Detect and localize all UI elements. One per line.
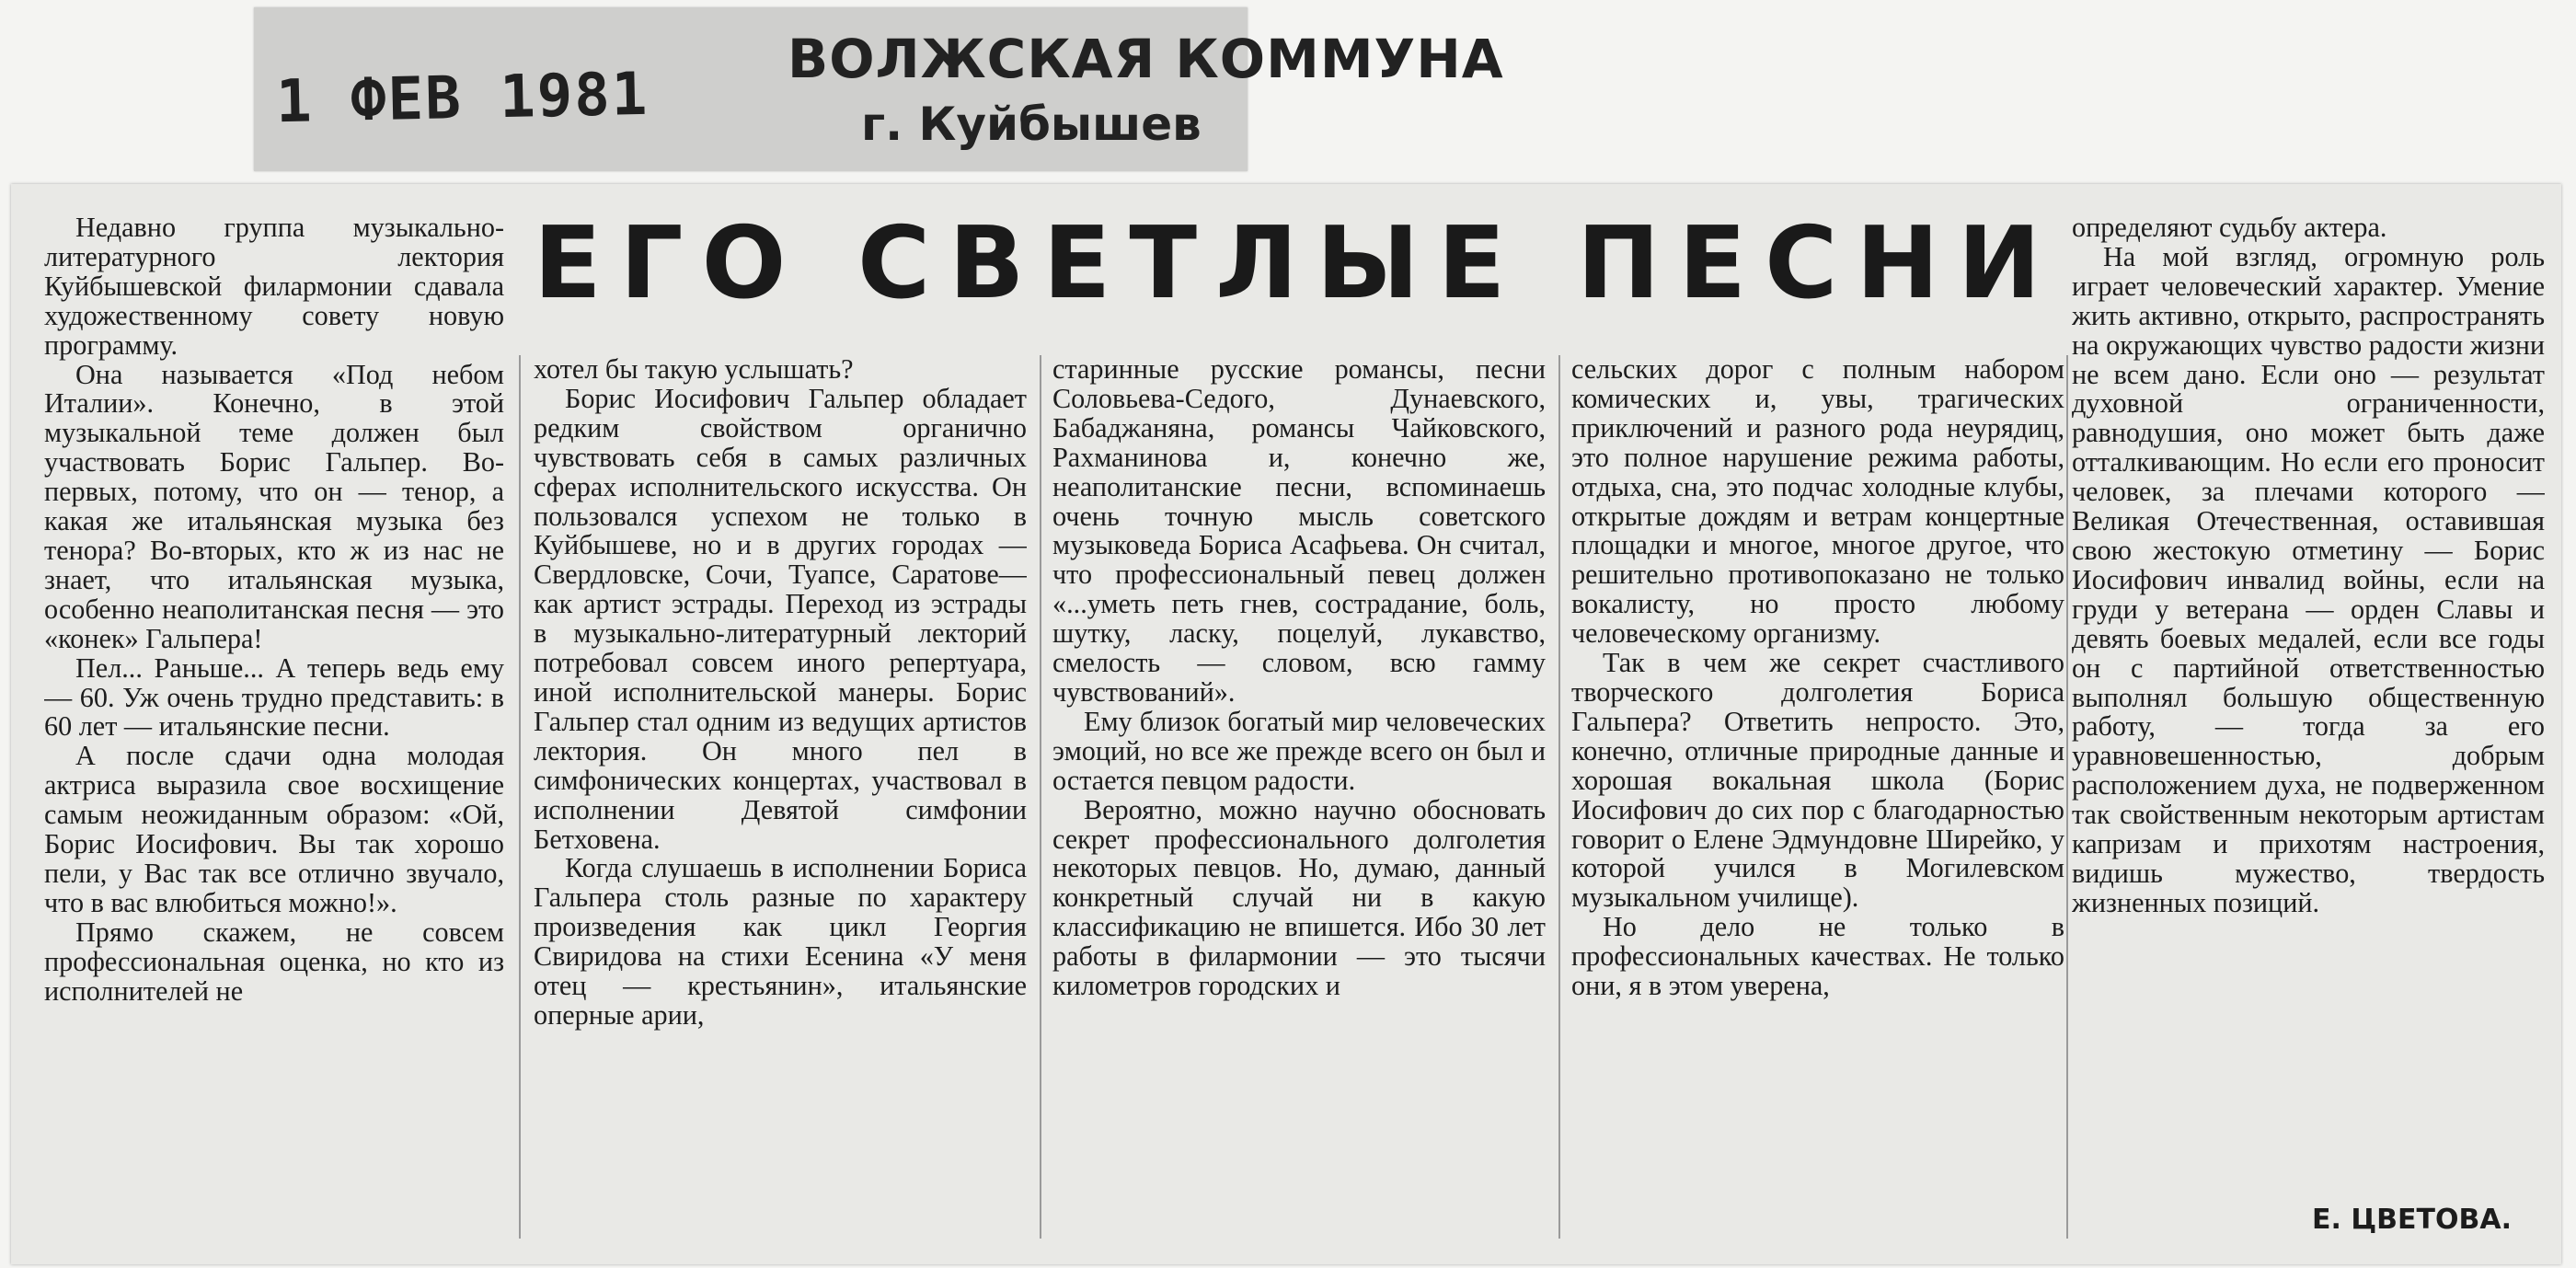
paragraph: Когда слушаешь в исполнении Бориса Гальпера столь разные по характеру произведения как цикл Георгия Свиридова на стихи Есенина «У меня отец — крестьянин», итальянские оперные арии, [534, 852, 1027, 1031]
paragraph: определяют судьбу актера. [2072, 213, 2387, 243]
article-column-5 [2072, 213, 2545, 1207]
paragraph: А после сдачи одна молодая актриса выразила свое восхищение самым неожиданным образом: «Ой, Борис Иосифович. Вы так хорошо пели, у Вас так все отлично звучало, что в вас влюбиться можно!». [44, 740, 504, 918]
author-signature: Е. ЦВЕТОВА. [2312, 1204, 2512, 1236]
stamp-date: 1 ФЕВ 1981 [275, 60, 650, 137]
paragraph: На мой взгляд, огромную роль играет человеческий характер. Умение жить активно, открыто, распространять на окружающих чувство радости жизни не всем дано. Если оно — результат духовной ограниченности, равнодушия, оно может быть даже отталкивающим. Но если его проносит человек, за плечами которого — Великая Отечественная, оставившая свою жестокую отметину — Борис Иосифович инвалид войны, если на груди у ветерана — орден Славы и девять боевых медалей, если все годы он с партийной ответственностью выполнял большую общественную работу, — тогда за его уравновешенностью, добрым расположением духа, не подверженном так свойственным некоторым артистам капризам и прихотям настроения, видишь мужество, твердость жизненных позиций. [2072, 240, 2545, 918]
article-headline: ЕГО СВЕТЛЫЕ ПЕСНИ [534, 206, 2060, 321]
paragraph: старинные русские романсы, песни Соловьева-Седого, Дунаевского, Бабаджаняна, романсы Чайковского, Рахманинова и, конечно же, неаполитанские песни, вспоминаешь очень точную мысль советского музыковеда Бориса Асафьева. Он считал, что профессиональный певец должен «...уметь петь гнев, сострадание, боль, шутку, ласку, поцелуй, лукавство, смелость — словом, всю гамму чувствований». [1052, 355, 1546, 708]
article-column-3 [1052, 355, 1546, 1253]
paragraph: Она называется «Под небом Италии». Конечно, в этой музыкальной теме должен был участвовать Борис Гальпер. Во-первых, потому, что он — тенор, а какая же итальянская музыка без тенора? Во-вторых, кто ж из нас не знает, что итальянская музыка, особенно неаполитанская песня — это «конек» Гальпера! [44, 358, 504, 654]
paragraph: Борис Иосифович Гальпер обладает редким свойством органично чувствовать себя в самых различных сферах исполнительского искусства. Он пользовался успехом не только в Куйбышеве, но и в других городах — Свердловске, Сочи, Туапсе, Саратове—как артист эстрады. Переход из эстрады в музыкально-литературный лекторий потребовал совсем иного репертуара, иной исполнительской манеры. Борис Гальпер стал одним из ведущих артистов лектория. Он много пел в симфонических концертах, участвовал в исполнении Девятой симфонии Бетховена. [534, 382, 1027, 855]
paragraph: Недавно группа музыкально-литературного лектория Куйбышевской филармонии сдавала художественному совету новую программу. [44, 213, 504, 361]
column-rule [1558, 355, 1560, 1239]
paragraph: Но дело не только в профессиональных качествах. Не только они, я в этом уверена, [1571, 911, 2064, 1002]
archive-stamp [254, 7, 1504, 171]
column-rule [519, 355, 521, 1239]
paragraph: Пел... Раньше... А теперь ведь ему — 60. Уж очень трудно представить: в 60 лет — итальянские песни. [44, 651, 504, 743]
stamp-city: г. Куйбышев [861, 98, 1202, 151]
article-column-4 [1571, 355, 2064, 1253]
paragraph: хотел бы такую услышать? [534, 355, 854, 385]
article-column-1 [44, 213, 504, 1253]
paragraph: Так в чем же секрет счастливого творческого долголетия Бориса Гальпера? Ответить непросто. Это, конечно, отличные природные данные и хорошая вокальная школа (Борис Иосифович до сих пор с благодарностью говорит о Елене Эдмундовне Ширейко, у которой учился в Могилевском музыкальном училище). [1571, 647, 2064, 914]
column-rule [2066, 355, 2068, 1239]
paragraph: Ему близок богатый мир человеческих эмоций, но все же прежде всего он был и остается певцом радости. [1052, 705, 1546, 796]
stamp-newspaper-name: ВОЛЖСКАЯ КОММУНА [788, 28, 1504, 90]
paragraph: сельских дорог с полным набором комических и, увы, трагических приключений и разного рода неурядиц, это полное нарушение режима работы, отдыха, сна, это подчас холодные клубы, открытые дождям и ветрам концертные площадки и многое, многое другое, что решительно противопоказано не только вокалисту, но просто любому человеческому организму. [1571, 355, 2064, 650]
paragraph: Вероятно, можно научно обосновать секрет профессионального долголетия некоторых певцов. Но, думаю, данный конкретный случай ни в какую классификацию не впишется. Ибо 30 лет работы в филармонии — это тысячи километров городских и [1052, 793, 1546, 1002]
paragraph: Прямо скажем, не совсем профессиональная оценка, но кто из исполнителей не [44, 916, 504, 1007]
article-column-2 [534, 355, 1027, 1253]
column-rule [1040, 355, 1041, 1239]
